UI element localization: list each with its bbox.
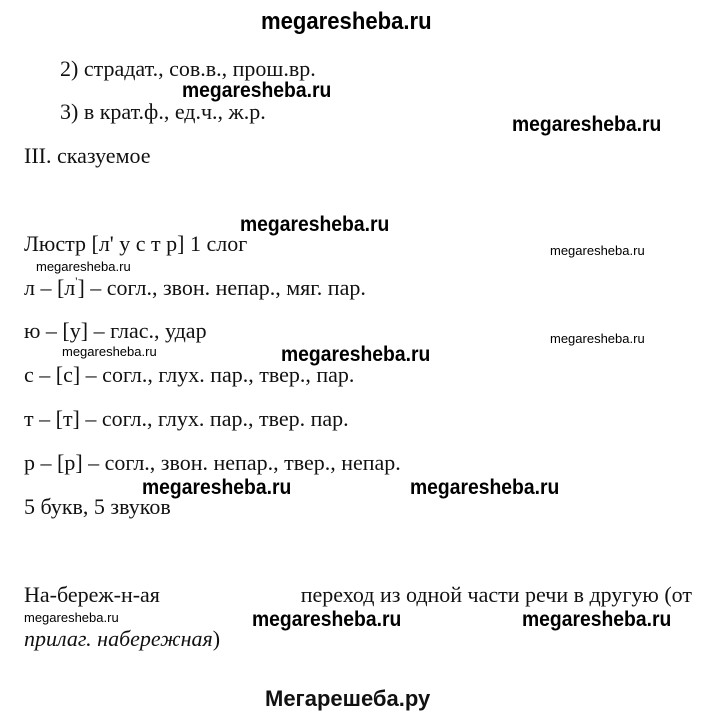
watermark-small: megaresheba.ru [550,243,645,258]
line-word-composition [24,582,692,608]
watermark-small: megaresheba.ru [62,344,157,359]
line-source-adjective [24,626,220,652]
closing-paren: ) [212,626,221,651]
line-letter-count: 5 букв, 5 звуков [24,494,171,519]
watermark: megaresheba.ru [512,113,662,136]
letter-l-start: л – [л [24,275,76,300]
line-short-form: 3) в крат.ф., ед.ч., ж.р. [60,99,266,124]
watermark: megaresheba.ru [142,476,292,499]
watermark: megaresheba.ru [410,476,560,499]
derivation-note: переход из одной части речи в другую (от [300,582,692,607]
watermark: megaresheba.ru [252,608,402,631]
site-header: megaresheba.ru [261,8,432,35]
watermark-small: megaresheba.ru [550,331,645,346]
watermark: megaresheba.ru [240,213,390,236]
watermark-small: megaresheba.ru [24,610,119,625]
line-word-transcription: Люстр [л' у с т р] 1 слог [24,231,248,256]
line-letter-l [24,275,366,301]
line-predicate: III. сказуемое [24,143,151,168]
source-adjective: прилаг. набережная [24,626,213,651]
watermark: megaresheba.ru [522,608,672,631]
line-letter-r: р – [р] – согл., звон. непар., твер., непар. [24,450,401,475]
watermark: megaresheba.ru [281,343,431,366]
letter-l-rest: ] – согл., звон. непар., мяг. пар. [77,275,366,300]
footer-brand: Мегарешеба.ру [265,686,431,711]
soft-mark: ' [75,274,78,288]
watermark: megaresheba.ru [182,79,332,102]
line-letter-yu: ю – [у] – глас., удар [24,318,207,343]
line-passive: 2) страдат., сов.в., прош.вр. [60,56,316,81]
watermark-small: megaresheba.ru [36,259,131,274]
line-letter-t: т – [т] – согл., глух. пар., твер. пар. [24,406,349,431]
word-morphemes: На-береж-н-ая [24,582,160,607]
line-letter-s: с – [с] – согл., глух. пар., твер., пар. [24,362,355,387]
